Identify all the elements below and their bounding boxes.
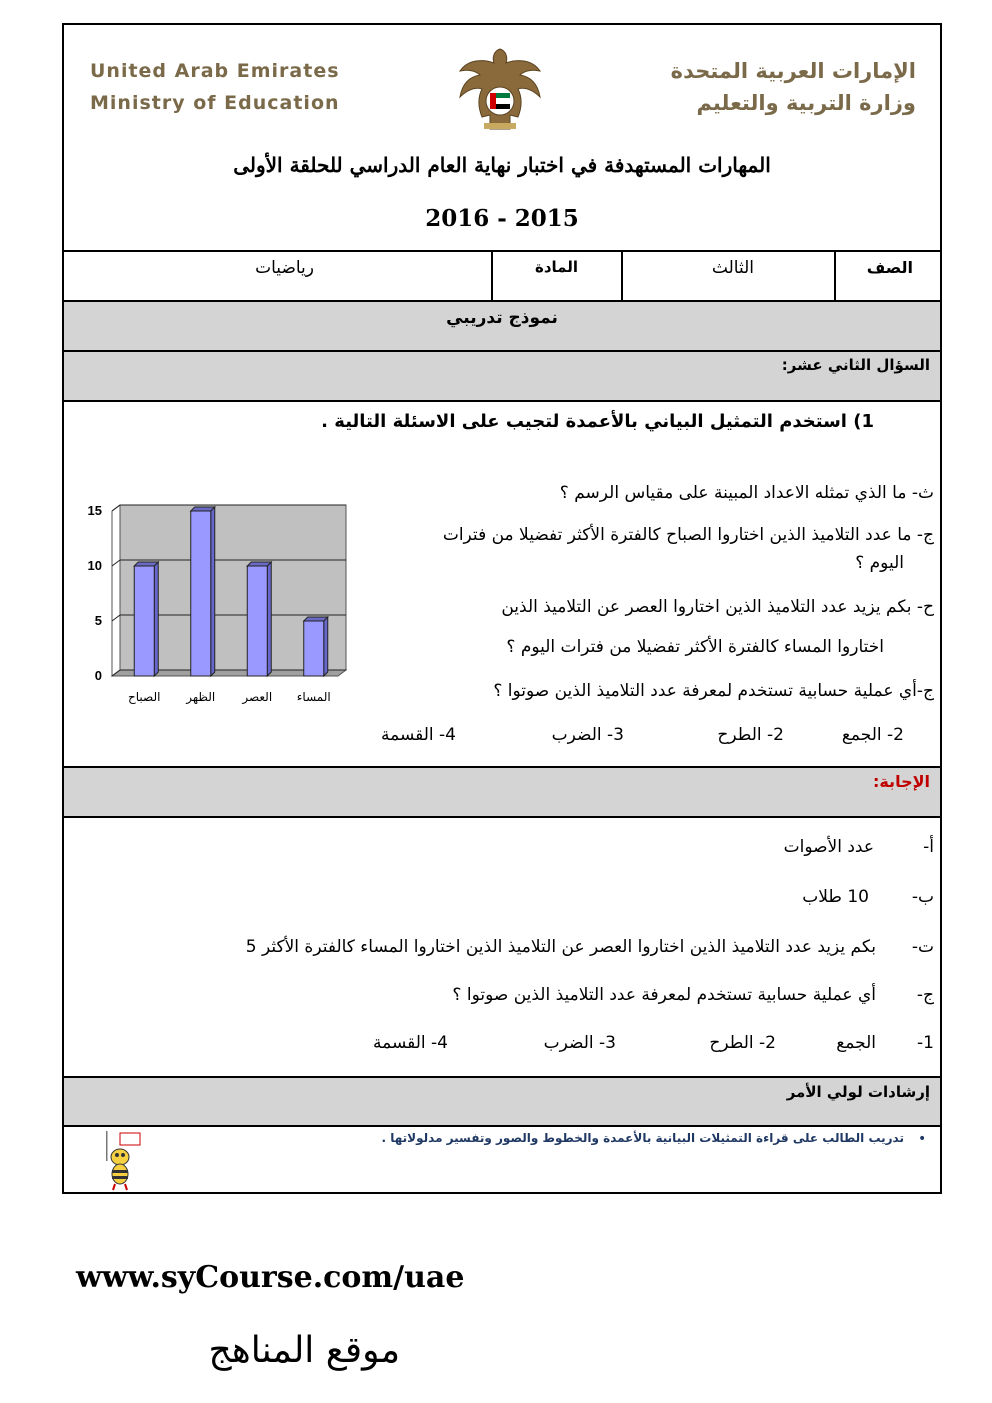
divider <box>834 250 836 300</box>
banner-band <box>64 302 940 350</box>
question-item-3b: اختاروا المساء كالفترة الأكثر تفضيلا من فترات اليوم ؟ <box>506 637 884 657</box>
answer-j-text: أي عملية حسابية تستخدم لمعرفة عدد التلاميذ الذين صوتوا ؟ <box>452 985 876 1005</box>
question-item-4: ج-أي عملية حسابية تستخدم لمعرفة عدد التلاميذ الذين صوتوا ؟ <box>493 681 934 701</box>
uae-emblem <box>454 45 546 137</box>
x-tick-label: المساء <box>296 690 331 704</box>
falcon-emblem-icon <box>454 45 546 137</box>
subject-value: رياضيات <box>255 258 314 278</box>
banner-title: نموذج تدريبي <box>446 308 558 328</box>
answer-t-prefix: ت- <box>911 937 934 957</box>
bar-top <box>247 562 271 566</box>
question-item-2: ج- ما عدد التلاميذ الذين اختاروا الصباح كالفترة الأكثر تفضيلا من فترات <box>442 525 934 545</box>
bar-top <box>191 507 215 511</box>
divider <box>621 250 623 300</box>
y-tick-label: 5 <box>94 613 102 628</box>
guidance-text: تدريب الطالب على قراءة التمثيلات البيانية بالأعمدة والخطوط والصور وتفسير مدلولاتها . <box>381 1131 904 1145</box>
question-option-2: 2- الطرح <box>717 725 784 745</box>
bee-mascot-icon <box>102 1129 142 1191</box>
footer-site-name: موقع المناهج <box>208 1330 400 1371</box>
answer-t-text: بكم يزيد عدد التلاميذ الذين اختاروا العصر عن التلاميذ الذين اختاروا المساء كالفترة الأكثر 5 <box>245 937 876 957</box>
academic-year: 2015 - 2016 <box>425 205 579 232</box>
ministry-en-line2: Ministry of Education <box>90 92 340 114</box>
x-tick-label: الصباح <box>128 690 161 704</box>
question-option-3: 3- الضرب <box>551 725 624 745</box>
bar-top <box>134 562 158 566</box>
answer-b-text: 10 طلاب <box>802 887 869 907</box>
y-tick-label: 10 <box>87 558 102 573</box>
divider <box>491 250 493 300</box>
answer-option-4: 4- القسمة <box>373 1033 448 1053</box>
footer-url[interactable]: www.syCourse.com/uae <box>76 1260 465 1295</box>
question-main: 1) استخدم التمثيل البياني بالأعمدة لتجيب على الاسئلة التالية . <box>321 411 874 432</box>
divider <box>64 400 940 402</box>
answer-option-1-num: 1- <box>917 1033 934 1053</box>
gridline-depth <box>112 615 120 621</box>
answer-label: الإجابة: <box>872 772 930 791</box>
x-tick-label: الظهر <box>186 690 216 704</box>
grade-label: الصف <box>866 258 913 277</box>
bar <box>191 511 211 676</box>
subject-label: المادة <box>534 258 578 276</box>
divider <box>64 1125 940 1127</box>
bar <box>247 566 267 676</box>
ministry-ar-line1: الإمارات العربية المتحدة <box>670 59 916 83</box>
answer-b-prefix: ب- <box>911 887 934 907</box>
question-label-band <box>64 352 940 400</box>
question-item-2b: اليوم ؟ <box>855 553 904 573</box>
bar <box>304 621 324 676</box>
bullet-icon: • <box>918 1131 927 1147</box>
bar-side <box>211 507 215 676</box>
bar-chart <box>64 465 364 704</box>
bar <box>134 566 154 676</box>
answer-a-prefix: أ- <box>923 837 934 857</box>
page-title: المهارات المستهدفة في اختبار نهاية العام الدراسي للحلقة الأولى <box>233 153 771 177</box>
divider <box>64 816 940 818</box>
question-item-3: ح- بكم يزيد عدد التلاميذ الذين اختاروا العصر عن التلاميذ الذين <box>501 597 934 617</box>
ministry-ar <box>624 55 916 119</box>
answer-j-prefix: ج- <box>916 985 934 1005</box>
ministry-en <box>90 55 340 119</box>
question-option-1: 2- الجمع <box>841 725 904 745</box>
question-option-4: 4- القسمة <box>381 725 456 745</box>
grade-value: الثالث <box>711 258 754 278</box>
gridline-depth <box>112 560 120 566</box>
divider <box>64 250 940 252</box>
gridline-depth <box>112 505 120 511</box>
x-tick-label: العصر <box>242 690 273 704</box>
worksheet-frame <box>62 23 942 1194</box>
ministry-en-line1: United Arab Emirates <box>90 60 340 82</box>
bar-side <box>324 617 328 676</box>
guidance-label-band <box>64 1078 940 1125</box>
answer-option-3: 3- الضرب <box>543 1033 616 1053</box>
bar-top <box>304 617 328 621</box>
bar-side <box>154 562 158 676</box>
answer-label-band <box>64 768 940 816</box>
answer-option-1: الجمع <box>836 1033 876 1053</box>
bar-side <box>267 562 271 676</box>
ministry-ar-line2: وزارة التربية والتعليم <box>696 91 916 115</box>
question-label: السؤال الثاني عشر: <box>781 356 930 374</box>
guidance-label: إرشادات لولي الأمر <box>786 1083 930 1101</box>
question-item-1: ث- ما الذي تمثله الاعداد المبينة على مقياس الرسم ؟ <box>559 483 934 503</box>
y-tick-label: 15 <box>87 503 102 518</box>
answer-a-text: عدد الأصوات <box>783 837 874 857</box>
answer-option-2: 2- الطرح <box>709 1033 776 1053</box>
y-tick-label: 0 <box>94 668 102 683</box>
